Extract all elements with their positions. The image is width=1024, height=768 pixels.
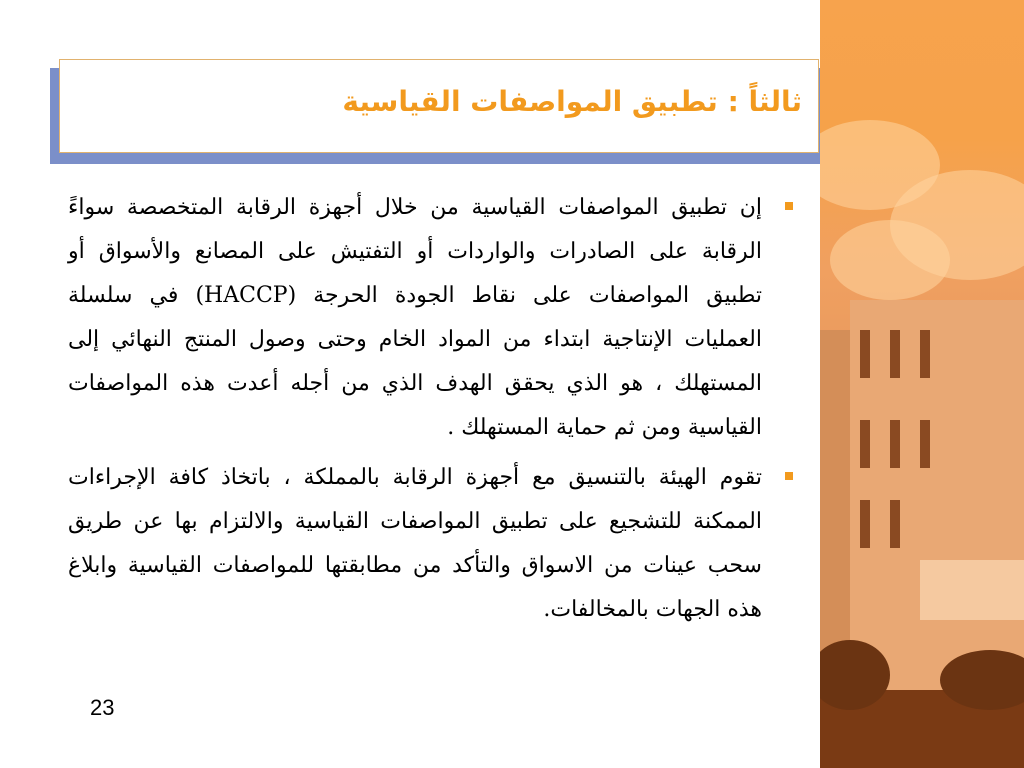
bullet-text: إن تطبيق المواصفات القياسية من خلال أجهزة الرقابة المتخصصة سواءً الرقابة على الصادرات والواردات أو التفتيش على المصانع والأسواق أو تطبيق المواصفات على نقاط الجودة الحرجة (HACCP) في سلسلة العمليات الإنتاجية ابتداء من المواد الخام وحتى وصول المنتج النهائي إلى المستهلك ، هو الذي يحقق الهدف الذي من أجله أعدت هذه المواصفات القياسية ومن ثم حماية المستهلك .	[68, 195, 763, 440]
bullet-list	[68, 186, 808, 638]
title-box	[59, 59, 819, 153]
bullet-square-icon	[785, 202, 793, 210]
page-number: 23	[90, 695, 115, 720]
bullet-item	[68, 456, 808, 632]
building-photo	[820, 0, 1024, 768]
bullet-item	[68, 186, 808, 450]
bullet-text: تقوم الهيئة بالتنسيق مع أجهزة الرقابة بالمملكة ، باتخاذ كافة الإجراءات الممكنة للتشجيع على تطبيق المواصفات القياسية والالتزام بها عن طريق سحب عينات من الاسواق والتأكد من مطابقتها للمواصفات القياسية وابلاغ هذه الجهات بالمخالفات.	[68, 465, 762, 622]
slide-title: ثالثاً : تطبيق المواصفات القياسية	[342, 85, 802, 118]
bullet-square-icon	[785, 472, 793, 480]
